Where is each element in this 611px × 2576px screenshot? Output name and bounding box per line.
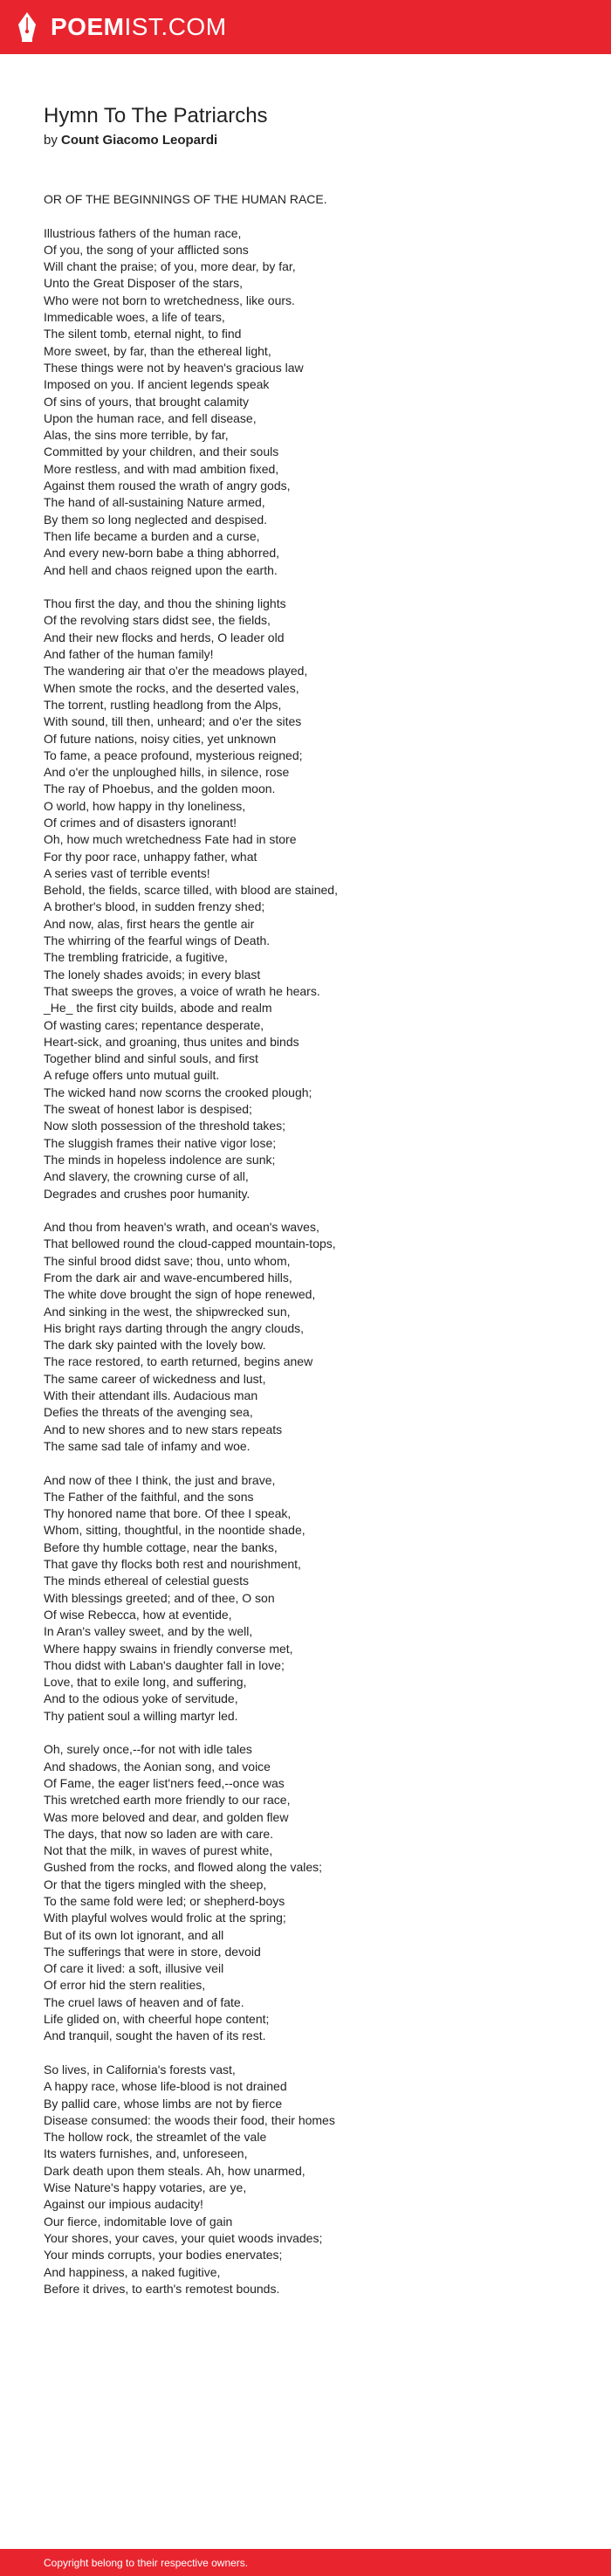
poem-stanza bbox=[44, 1472, 585, 1725]
poem-line: The race restored, to earth returned, begins anew bbox=[44, 1354, 313, 1369]
poem-line: Thou first the day, and thou the shining lights bbox=[44, 596, 286, 611]
poem-line: Illustrious fathers of the human race, bbox=[44, 225, 242, 240]
poem-line: Dark death upon them steals. Ah, how unarmed, bbox=[44, 2163, 306, 2178]
poem-line: A happy race, whose life-blood is not drained bbox=[44, 2079, 287, 2094]
poem-line: With their attendant ills. Audacious man bbox=[44, 1388, 258, 1403]
poem-byline bbox=[44, 132, 585, 149]
poem-line: Of care it lived: a soft, illusive veil bbox=[44, 1961, 224, 1976]
poem-line: The sufferings that were in store, devoid bbox=[44, 1944, 261, 1959]
poem-line: Of error hid the stern realities, bbox=[44, 1978, 206, 1993]
poem-line: The cruel laws of heaven and of fate. bbox=[44, 1994, 244, 2009]
poem-line: The hollow rock, the streamlet of the vale bbox=[44, 2130, 267, 2145]
fountain-pen-nib-icon bbox=[17, 12, 37, 42]
poem-line: Heart-sick, and groaning, thus unites and binds bbox=[44, 1034, 299, 1049]
poem-line: Of you, the song of your afflicted sons bbox=[44, 242, 249, 257]
poem-line: Who were not born to wretchedness, like ours. bbox=[44, 293, 295, 307]
poem-line: Your minds corrupts, your bodies enervates; bbox=[44, 2248, 283, 2263]
poem-line: The ray of Phoebus, and the golden moon. bbox=[44, 782, 276, 796]
poem-line: Of sins of yours, that brought calamity bbox=[44, 394, 249, 409]
poem-line: The lonely shades avoids; in every blast bbox=[44, 967, 261, 981]
poem-stanza bbox=[44, 2062, 585, 2297]
poem-line: That gave thy flocks both rest and nourishment, bbox=[44, 1557, 301, 1572]
poem-stanza bbox=[44, 191, 585, 208]
poem-line: The whirring of the fearful wings of Death. bbox=[44, 933, 271, 948]
poem-line: Thy honored name that bore. Of thee I speak, bbox=[44, 1506, 292, 1521]
poem-line: And tranquil, sought the haven of its rest. bbox=[44, 2028, 266, 2043]
poem-line: Not that the milk, in waves of purest white, bbox=[44, 1843, 273, 1858]
poem-stanza bbox=[44, 1741, 585, 2044]
poem-line: More restless, and with mad ambition fixed, bbox=[44, 461, 279, 476]
poem-line: A series vast of terrible events! bbox=[44, 865, 210, 880]
poem-line: By them so long neglected and despised. bbox=[44, 512, 268, 527]
poem-line: Committed by your children, and their souls bbox=[44, 444, 279, 459]
poem-line: And father of the human family! bbox=[44, 647, 214, 662]
poem-line: Our fierce, indomitable love of gain bbox=[44, 2214, 233, 2228]
poem-line: His bright rays darting through the angry clouds, bbox=[44, 1320, 305, 1335]
site-logo[interactable] bbox=[17, 11, 227, 43]
site-footer bbox=[0, 2549, 611, 2576]
poem-line: Oh, how much wretchedness Fate had in store bbox=[44, 832, 297, 847]
poem-line: And their new flocks and herds, O leader old bbox=[44, 630, 285, 644]
poem-line: From the dark air and wave-encumbered hills, bbox=[44, 1271, 292, 1285]
poem-line: _He_ the first city builds, abode and realm bbox=[44, 1001, 272, 1016]
poem-line: To fame, a peace profound, mysterious reigned; bbox=[44, 747, 303, 762]
poem-line: For thy poor race, unhappy father, what bbox=[44, 849, 257, 864]
poem-line: That sweeps the groves, a voice of wrath he hears. bbox=[44, 983, 320, 998]
poem-line: That bellowed round the cloud-capped mountain-tops, bbox=[44, 1236, 336, 1251]
poem-line: The hand of all-sustaining Nature armed, bbox=[44, 495, 265, 510]
poem-line: Your shores, your caves, your quiet woods invades; bbox=[44, 2230, 323, 2245]
poem-line: Wise Nature's happy votaries, are ye, bbox=[44, 2180, 247, 2195]
poem-line: The days, that now so laden are with care. bbox=[44, 1826, 274, 1841]
poem-line: Life glided on, with cheerful hope content; bbox=[44, 2012, 270, 2027]
poem-line: With playful wolves would frolic at the spring; bbox=[44, 1911, 286, 1925]
poem-line: So lives, in California's forests vast, bbox=[44, 2062, 236, 2077]
poem-line: And sinking in the west, the shipwrecked sun, bbox=[44, 1304, 291, 1319]
poem-stanza bbox=[44, 596, 585, 1202]
poem-line: Thou didst with Laban's daughter fall in love; bbox=[44, 1657, 285, 1672]
poem-line: O world, how happy in thy loneliness, bbox=[44, 798, 246, 813]
poem-line: The same career of wickedness and lust, bbox=[44, 1371, 266, 1386]
poem-line: With sound, till then, unheard; and o'er the sites bbox=[44, 714, 302, 729]
poem-line: But of its own lot ignorant, and all bbox=[44, 1927, 224, 1942]
poem-line: Upon the human race, and fell disease, bbox=[44, 410, 257, 425]
copyright-text: Copyright belong to their respective owners. bbox=[44, 2557, 249, 2569]
poem-line: The white dove brought the sign of hope renewed, bbox=[44, 1287, 316, 1302]
poem-line: Now sloth possession of the threshold takes; bbox=[44, 1119, 286, 1133]
poem-line: The wicked hand now scorns the crooked plough; bbox=[44, 1085, 312, 1099]
poem-line: The minds ethereal of celestial guests bbox=[44, 1574, 250, 1588]
poem-line: Of Fame, the eager list'ners feed,--once was bbox=[44, 1775, 285, 1790]
poem-line: And happiness, a naked fugitive, bbox=[44, 2264, 221, 2279]
poem-line: Of future nations, noisy cities, yet unknown bbox=[44, 731, 277, 746]
poem-line: The Father of the faithful, and the sons bbox=[44, 1489, 254, 1504]
poem-line: These things were not by heaven's gracious law bbox=[44, 360, 304, 375]
poem-line: When smote the rocks, and the deserted vales, bbox=[44, 680, 299, 695]
poem-line: Oh, surely once,--for not with idle tales bbox=[44, 1742, 252, 1757]
poem-line: Of wasting cares; repentance desperate, bbox=[44, 1017, 264, 1032]
poem-line: Against them roused the wrath of angry gods, bbox=[44, 479, 291, 493]
poem-line: And o'er the unploughed hills, in silence, rose bbox=[44, 765, 290, 780]
poem-stanza bbox=[44, 225, 585, 579]
poem-line: And now of thee I think, the just and brave, bbox=[44, 1472, 276, 1487]
poem-line: Where happy swains in friendly converse met, bbox=[44, 1641, 293, 1656]
poem-line: The sinful brood didst save; thou, unto whom, bbox=[44, 1253, 291, 1268]
poem-line: Then life became a burden and a curse, bbox=[44, 528, 260, 543]
poem-title: Hymn To The Patriarchs bbox=[44, 104, 268, 127]
poem-line: The same sad tale of infamy and woe. bbox=[44, 1438, 251, 1453]
poem-line: Of the revolving stars didst see, the fields, bbox=[44, 613, 271, 628]
site-header bbox=[0, 0, 611, 54]
poem-line: Gushed from the rocks, and flowed along the vales; bbox=[44, 1860, 323, 1875]
logo-bold: POEM bbox=[51, 13, 125, 40]
poem-line: In Aran's valley sweet, and by the well, bbox=[44, 1624, 253, 1639]
poem-line: Imposed on you. If ancient legends speak bbox=[44, 377, 270, 392]
poem-line: A refuge offers unto mutual guilt. bbox=[44, 1068, 220, 1083]
poem-line: Was more beloved and dear, and golden flew bbox=[44, 1809, 289, 1824]
poem-line: With blessings greeted; and of thee, O son bbox=[44, 1590, 275, 1605]
poem-line: The sluggish frames their native vigor lose; bbox=[44, 1135, 277, 1150]
poem-line: Of crimes and of disasters ignorant! bbox=[44, 815, 237, 830]
poem-line: And slavery, the crowning curse of all, bbox=[44, 1169, 249, 1184]
poem-line: To the same fold were led; or shepherd-boys bbox=[44, 1893, 285, 1908]
poem-line: Together blind and sinful souls, and first bbox=[44, 1051, 258, 1066]
poem-line: The wandering air that o'er the meadows played, bbox=[44, 664, 308, 678]
poem-line: The trembling fratricide, a fugitive, bbox=[44, 950, 228, 965]
logo-thin: IST.COM bbox=[124, 13, 227, 40]
site-logo-text bbox=[51, 11, 227, 43]
poem-line: Will chant the praise; of you, more dear, by far, bbox=[44, 259, 296, 274]
poem-line: Against our impious audacity! bbox=[44, 2197, 203, 2212]
poem-line: Behold, the fields, scarce tilled, with blood are stained, bbox=[44, 883, 338, 898]
poem-line: The sweat of honest labor is despised; bbox=[44, 1102, 252, 1117]
poem-line: And shadows, the Aonian song, and voice bbox=[44, 1759, 271, 1774]
poem-line: Before thy humble cottage, near the banks, bbox=[44, 1539, 278, 1554]
poem-line: Defies the threats of the avenging sea, bbox=[44, 1405, 253, 1420]
poem-line: Unto the Great Disposer of the stars, bbox=[44, 276, 243, 291]
poem-line: And every new-born babe a thing abhorred, bbox=[44, 546, 280, 561]
poem-line: This wretched earth more friendly to our race, bbox=[44, 1793, 291, 1808]
poem-line: The minds in hopeless indolence are sunk; bbox=[44, 1152, 276, 1167]
poem-line: Immedicable woes, a life of tears, bbox=[44, 310, 225, 325]
poem-line: Before it drives, to earth's remotest bounds. bbox=[44, 2281, 280, 2296]
byline-prefix: by bbox=[44, 133, 58, 148]
poem-line: Disease consumed: the woods their food, their homes bbox=[44, 2112, 335, 2127]
poem-line: By pallid care, whose limbs are not by fierce bbox=[44, 2096, 283, 2111]
poem-line: And to new shores and to new stars repeats bbox=[44, 1422, 283, 1436]
poem-author-link[interactable]: Count Giacomo Leopardi bbox=[61, 133, 218, 148]
poem-stanza bbox=[44, 1219, 585, 1455]
poem-line: And thou from heaven's wrath, and ocean's waves, bbox=[44, 1220, 319, 1235]
poem-heading bbox=[44, 103, 585, 149]
poem-line: And now, alas, first hears the gentle air bbox=[44, 916, 255, 931]
poem-body bbox=[44, 191, 585, 2314]
poem-line: Alas, the sins more terrible, by far, bbox=[44, 428, 229, 443]
poem-line: OR OF THE BEGINNINGS OF THE HUMAN RACE. bbox=[44, 192, 327, 206]
poem-line: Love, that to exile long, and suffering, bbox=[44, 1675, 247, 1690]
poem-line: The dark sky painted with the lovely bow. bbox=[44, 1338, 266, 1353]
poem-line: And hell and chaos reigned upon the earth. bbox=[44, 562, 278, 577]
poem-line: More sweet, by far, than the ethereal light, bbox=[44, 343, 271, 358]
poem-line: Its waters furnishes, and, unforeseen, bbox=[44, 2146, 248, 2161]
poem-line: And to the odious yoke of servitude, bbox=[44, 1691, 238, 1706]
poem-line: The torrent, rustling headlong from the Alps, bbox=[44, 697, 282, 712]
poem-line: Of wise Rebecca, how at eventide, bbox=[44, 1607, 232, 1622]
poem-line: Degrades and crushes poor humanity. bbox=[44, 1186, 251, 1201]
poem-line: Whom, sitting, thoughtful, in the noontide shade, bbox=[44, 1523, 306, 1538]
poem-line: A brother's blood, in sudden frenzy shed; bbox=[44, 899, 265, 914]
poem-line: Thy patient soul a willing martyr led. bbox=[44, 1708, 238, 1723]
poem-line: Or that the tigers mingled with the sheep, bbox=[44, 1877, 267, 1891]
poem-line: The silent tomb, eternal night, to find bbox=[44, 327, 242, 341]
